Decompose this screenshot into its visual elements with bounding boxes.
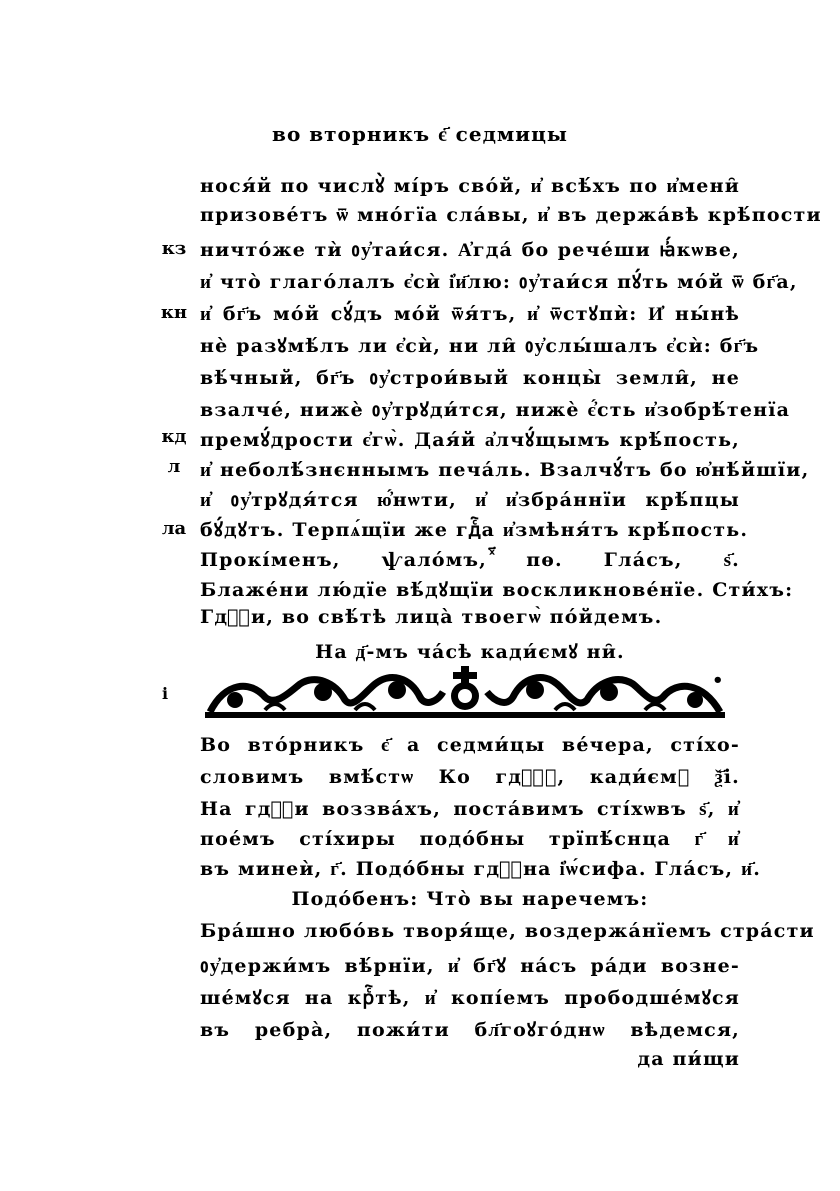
text-line: и҆ что̀ глаго́лалъ є҆сѝ і҆и҃лю: ᲂу҆таи́ся пꙋ́ть мо́й ѿ бг҃а,: [200, 271, 798, 293]
text-line: нося́й по числꙋ̀ мі́ръ сво́й, и҆ всѣ́хъ по и҆мени̑: [200, 175, 740, 197]
podoben-rubric: Подо́бенъ: Что̀ вы наречемъ:: [291, 888, 649, 910]
text-line: въ минеѝ, г҃. Подо́бны гдⷭ҇на і҆ѡ́сифа. Гла́съ, и҃.: [200, 858, 762, 880]
prokeimenon-text-line: Блаже́ни лю́дїе вѣ́дꙋщїи воскликнове́нїе. Сти́хъ:: [200, 579, 794, 601]
ornament-vine-icon: [205, 662, 725, 720]
text-line: и҆ бг҃ъ мо́й сꙋ́дъ мо́й ѿя́тъ, и҆ ѿстꙋпѝ: И҆ ны́нѣ: [200, 303, 740, 325]
text-line: и҆ ᲂу҆трꙋдя́тся ю҆́нѡти, и҆ и҆збра́ннїи крѣ́пцы: [200, 489, 740, 511]
page-header: во вторникъ є҃ седмицы: [272, 122, 568, 146]
text-line: пое́мъ сті́хиры подо́бны трїпѣ́снца г҃ и҆: [200, 828, 740, 850]
catchword: да пи́щи: [637, 1048, 740, 1070]
hymn-line: въ ребра̀, пожи́ти бл҃гоꙋго́днѡ вѣдемся,: [200, 1019, 740, 1041]
text-line: ничто́же тѝ ᲂу҆таи́ся. А҆гда́ бо рече́ши ꙗ҆́кѡвe,: [200, 239, 740, 261]
text-line: и҆ неболѣ́знєннымъ печа́ль. Взалчꙋ́тъ бо ю҆нѣ́йшїи,: [200, 459, 810, 481]
text-line: На гдⷭ҇и воззва́хъ, поста́вимъ сті́хѡвъ ѕ҃, и҆: [200, 798, 740, 820]
prokeimenon-line: Прокі́менъ, ѱало́мъ, ⷯ҃пѳ. Гла́съ, ѕ҃.: [200, 549, 740, 571]
hour-rubric: На д҃-мъ ча́сѣ кади́ємꙋ ни̑.: [315, 641, 625, 663]
verse-number: ла: [161, 518, 187, 539]
text-line: взалче́, нижѐ ᲂу҆трꙋди́тся, нижѐ є҆́сть и҆зобрѣ́тенїа: [200, 399, 791, 421]
margin-mark: і: [162, 684, 169, 703]
verse-number: кз: [161, 238, 187, 259]
decorative-ornament: [205, 662, 725, 720]
verse-number: л: [167, 456, 181, 477]
hymn-line: ᲂу҆держи́мъ вѣ́рнїи, и҆ бг҃ꙋ на́съ ра́ди возне-: [200, 955, 740, 977]
text-line: нѐ разꙋмѣ́лъ ли є҆сѝ, ни ли̑ ᲂу҆слы́шалъ є҆сѝ: бг҃ъ: [200, 335, 760, 357]
ornament-dot: •: [712, 670, 724, 691]
hymn-line: ше́мꙋся на крⷭ҇тѣ, и҆ копі́емъ прободше́мꙋся: [200, 987, 740, 1009]
text-line: Во вто́рникъ є҃ а седми́цы ве́чера, сті́хо-: [200, 734, 740, 756]
text-line: словимъ вмѣ́стѡ Ко гдⷭ҇ꙋ, кади́ємꙋ ѯ҃і.: [200, 766, 740, 788]
text-line: премꙋ́дрости є҆гѡ̀. Дая́й а҆лчꙋ́щымъ крѣ́пость,: [200, 429, 740, 451]
text-line: призове́тъ ѿ мно́гїа сла́вы, и҆ въ держа́вѣ крѣ́пости: [200, 204, 822, 226]
text-line: бꙋ́дꙋтъ. Терпѧ́щїи же гдⷭ҇а и҆змѣня́тъ крѣ́пость.: [200, 519, 749, 541]
text-line: вѣ́чный, бг҃ъ ᲂу҆строи́вый концы̀ земли̑, не: [200, 367, 740, 389]
verse-number: кд: [161, 426, 187, 447]
stikh-line: Гдⷭ҇и, во свѣ́тѣ лица̀ твоегѡ̀ по́йдемъ.: [200, 606, 663, 628]
verse-number: кн: [160, 302, 188, 323]
hymn-line: Бра́шно любо́вь творя́ще, воздержа́нїемъ стра́сти: [200, 920, 815, 942]
